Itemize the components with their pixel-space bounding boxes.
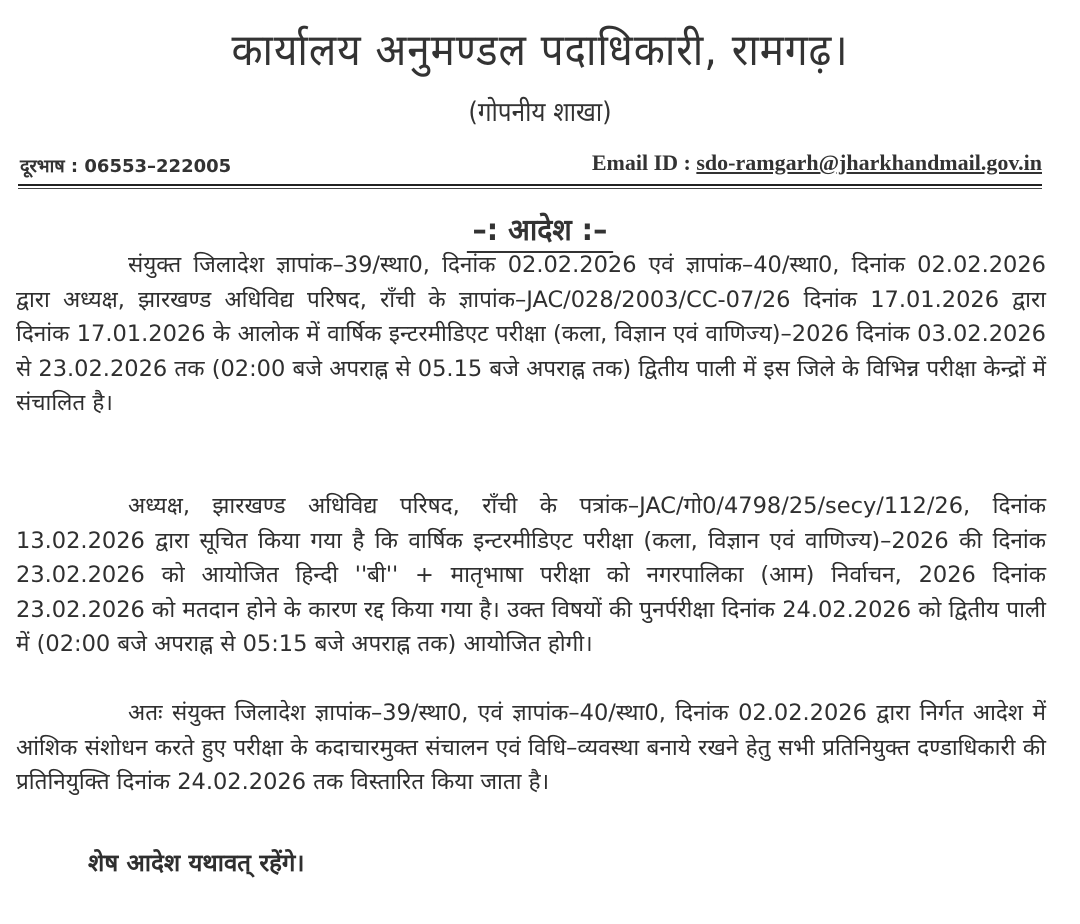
paragraph-1 xyxy=(16,248,1046,421)
email-label: Email ID : xyxy=(591,150,691,175)
phone-separator: : xyxy=(70,156,79,177)
phone-info xyxy=(20,154,231,178)
paragraph-3 xyxy=(16,696,1046,800)
closing-line: शेष आदेश यथावत् रहेंगे। xyxy=(88,849,305,877)
paragraph-text: संयुक्त जिलादेश ज्ञापांक–39/स्था0, दिनांक 02.02.2026 एवं ज्ञापांक–40/स्था0, दिनांक 02.02.2026 द्वारा अध्यक्ष, झारखण्ड अधिविद्य परिषद, राँची के ज्ञापांक–JAC/028/2003/CC-07/26 दिनांक 17.01.2026 द्वारा दिनांक 17.01.2026 के आलोक में वार्षिक इन्टरमीडिएट परीक्षा (कला, विज्ञान एवं वाणिज्य)–2026 दिनांक 03.02.2026 से 23.02.2026 तक (02:00 बजे अपराह्न से 05.15 बजे अपराह्न तक) द्वितीय पाली में इस जिले के विभिन्न परीक्षा केन्द्रों में संचालित है। xyxy=(16,252,1046,416)
paragraph-text: अध्यक्ष, झारखण्ड अधिविद्य परिषद, राँची के पत्रांक–JAC/गो0/4798/25/secy/112/26, दिनांक 13.02.2026 द्वारा सूचित किया गया है कि वार्षिक इन्टरमीडिएट परीक्षा (कला, विज्ञान एवं वाणिज्य)–2026 की दिनांक 23.02.2026 को आयोजित हिन्दी ''बी'' + मातृभाषा परीक्षा को नगरपालिका (आम) निर्वाचन, 2026 दिनांक 23.02.2026 को मतदान होने के कारण रद्द किया गया है। उक्त विषयों की पुनर्परीक्षा दिनांक 24.02.2026 को द्वितीय पाली में (02:00 बजे अपराह्न से 05:15 बजे अपराह्न तक) आयोजित होगी। xyxy=(16,493,1046,657)
order-heading xyxy=(0,208,1080,253)
order-heading-text: –: आदेश :– xyxy=(467,208,613,253)
paragraph-2 xyxy=(16,489,1046,662)
office-title: कार्यालय अनुमण्डल पदाधिकारी, रामगढ़। xyxy=(231,25,849,76)
paragraph-text: अतः संयुक्त जिलादेश ज्ञापांक–39/स्था0, एवं ज्ञापांक–40/स्था0, दिनांक 02.02.2026 द्वारा निर्गत आदेश में आंशिक संशोधन करते हुए परीक्षा के कदाचारमुक्त संचालन एवं विधि–व्यवस्था बनाये रखने हेतु सभी प्रतिनियुक्त दण्डाधिकारी की प्रतिनियुक्ति दिनांक 24.02.2026 तक विस्तारित किया जाता है। xyxy=(16,700,1046,795)
branch-name: (गोपनीय शाखा) xyxy=(468,97,612,128)
contact-row xyxy=(18,150,1042,186)
email-link[interactable]: sdo-ramgarh@jharkhandmail.gov.in xyxy=(696,150,1042,175)
email-info xyxy=(592,150,1042,176)
phone-number: 06553–222005 xyxy=(84,156,232,177)
phone-label: दूरभाष xyxy=(20,156,65,177)
